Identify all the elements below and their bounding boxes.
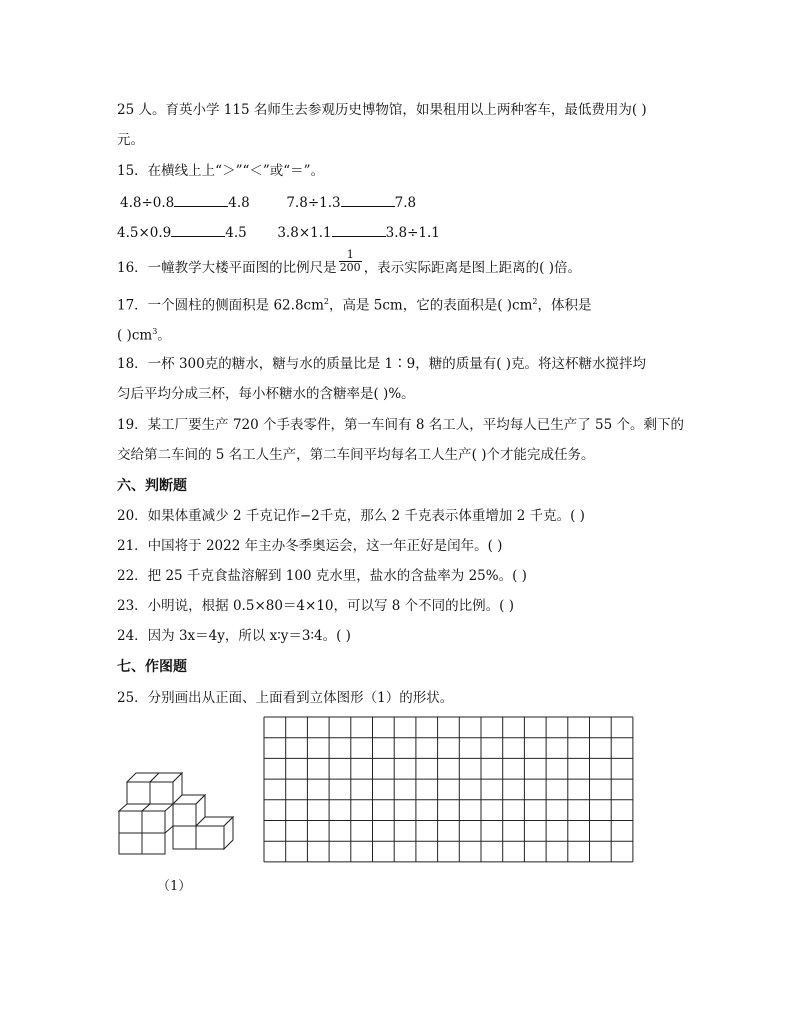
question-25: 25．分别画出从正面、上面看到立体图形（1）的形状。 <box>117 690 454 706</box>
figure-label: （1） <box>157 879 192 894</box>
question-21: 21．中国将于 2022 年主办冬季奥运会，这一年正好是闰年。( ) <box>117 538 503 554</box>
answer-blank[interactable] <box>341 192 395 207</box>
question-17-line1: 17．一个圆柱的侧面积是 $62.8cm^2$，高是 5cm，它的表面积是( )$cm^2$，体积是 <box>117 297 592 314</box>
cube <box>150 782 173 804</box>
question-19-line2: 交给第二车间的 5 名工人生产，第二车间平均每名工人生产( )个才能完成任务。 <box>117 447 595 463</box>
cube-figure <box>116 765 238 855</box>
scale-fraction: $\frac{1}{200}$ <box>339 248 361 274</box>
question-16: 16．一幢教学大楼平面图的比例尺是 $\frac{1}{200}$ ，表示实际距离是图上距离的( )倍。 <box>117 248 582 276</box>
question-15-row2: 4.5×0.9 4.5 3.8×1.1 3.8÷1.1 <box>117 222 440 242</box>
section-heading-judgment: 六、判断题 <box>117 478 187 494</box>
question-20: 20．如果体重减少 2 千克记作−2千克，那么 2 千克表示体重增加 2 千克。( ) <box>117 508 585 524</box>
question-22: 22．把 25 千克食盐溶解到 100 克水里，盐水的含盐率为 25%。( ) <box>117 568 527 584</box>
question-14-line1: 25 人。育英小学 115 名师生去参观历史博物馆，如果租用以上两种客车，最低费用为( ) <box>117 102 647 118</box>
drawing-grid[interactable] <box>263 716 637 864</box>
question-14-line2: 元。 <box>117 132 144 148</box>
answer-blank[interactable] <box>171 222 225 237</box>
section-heading-drawing: 七、作图题 <box>117 659 187 675</box>
question-19-line1: 19．某工厂要生产 720 个手表零件，第一车间有 8 名工人，平均每人已生产了 55 个。剩下的 <box>117 417 684 433</box>
question-24: 24．因为 3x＝4y，所以 x∶y＝3∶4。( ) <box>117 628 351 644</box>
question-23: 23．小明说，根据 0.5×80＝4×10，可以写 8 个不同的比例。( ) <box>117 598 515 614</box>
question-18-line2: 匀后平均分成三杯，每小杯糖水的含糖率是( )%。 <box>117 386 415 402</box>
question-18-line1: 18．一杯 300克的糖水，糖与水的质量比是 1∶9，糖的质量有( )克。将这杯糖水搅拌均 <box>117 356 647 372</box>
question-15-row1: 4.8÷0.8 4.8 7.8÷1.3 7.8 <box>120 192 416 212</box>
question-15: 15．在横线上上“＞”“＜”或“＝”。 <box>117 163 325 179</box>
answer-blank[interactable] <box>174 192 228 207</box>
cube <box>127 782 150 804</box>
question-17-line2: ( )$cm^3$。 <box>117 327 171 344</box>
answer-blank[interactable] <box>332 222 386 237</box>
